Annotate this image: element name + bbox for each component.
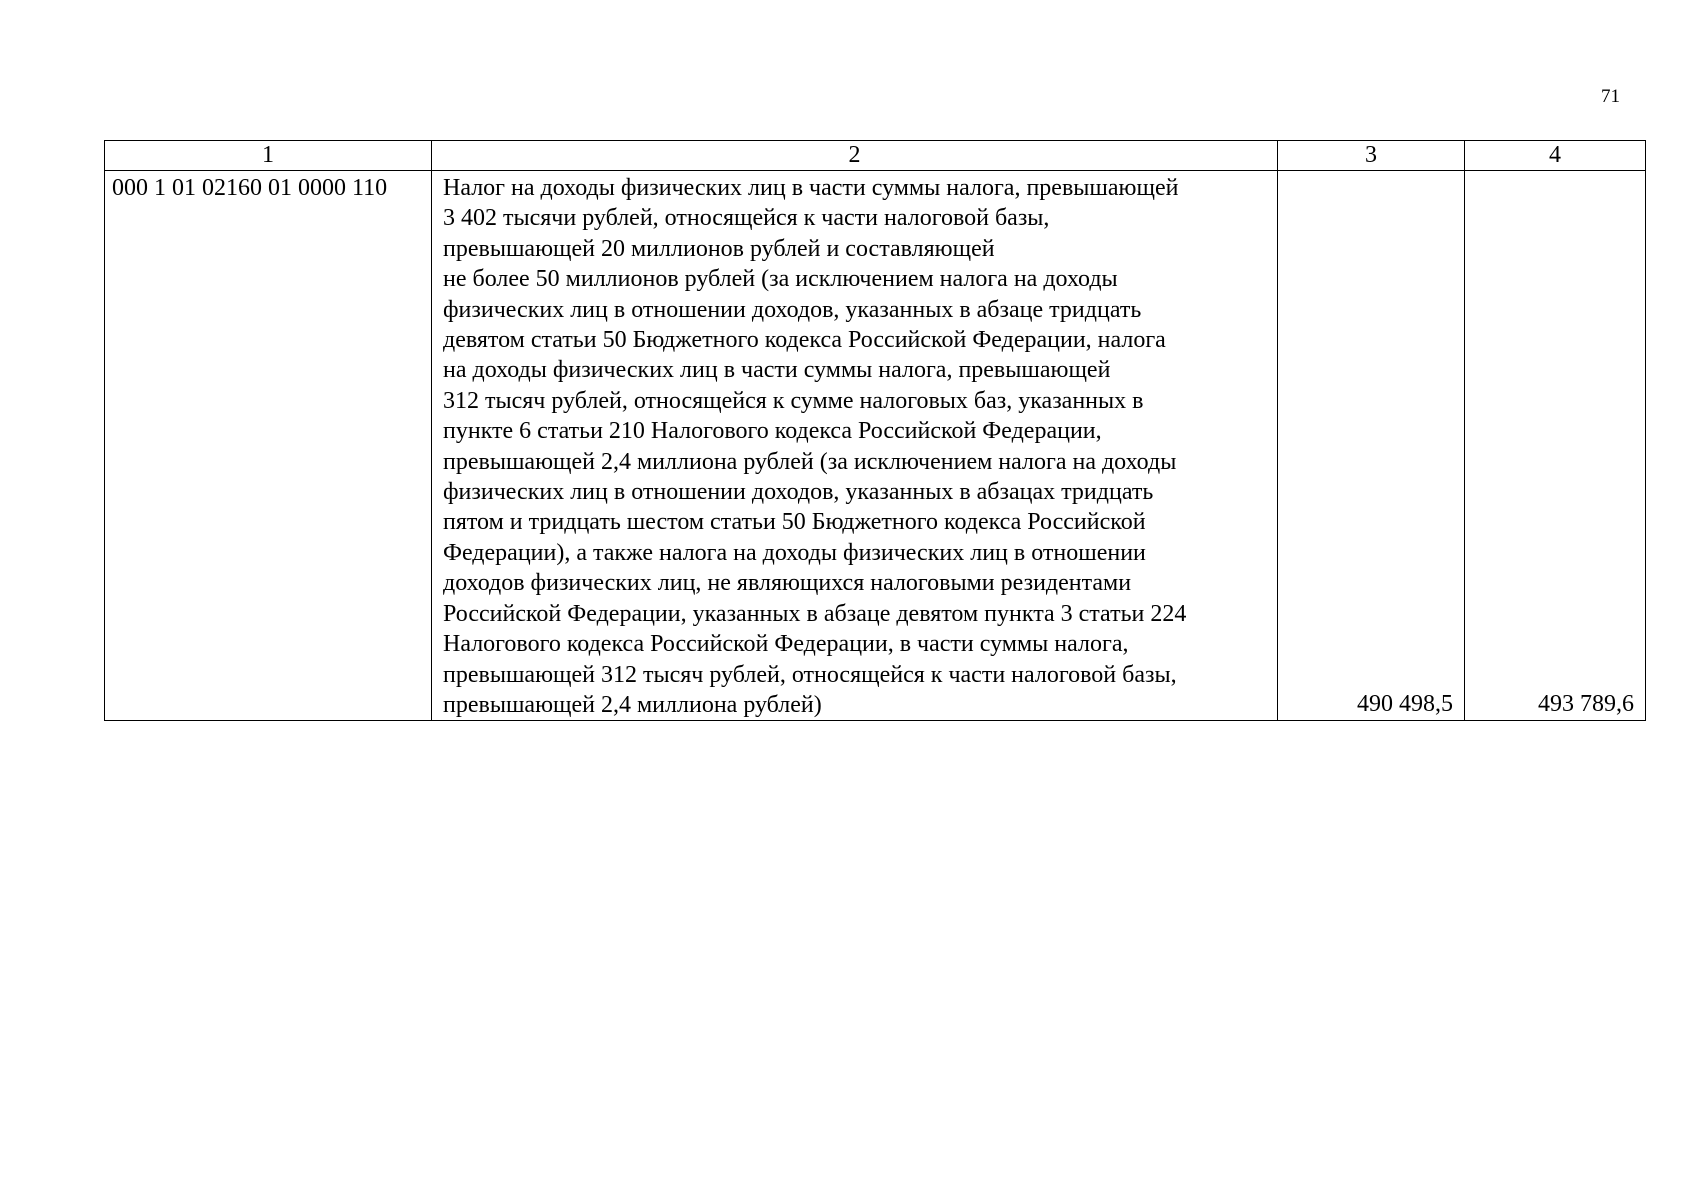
column-header-2: 2: [432, 141, 1278, 171]
table-row: [105, 171, 1646, 721]
budget-table: [104, 140, 1646, 721]
header-row: [105, 141, 1646, 171]
amount-column-4: 493 789,6: [1465, 171, 1646, 721]
column-header-4: 4: [1465, 141, 1646, 171]
column-header-1: 1: [105, 141, 432, 171]
classification-code: 000 1 01 02160 01 0000 110: [105, 171, 432, 721]
income-description: Налог на доходы физических лиц в части суммы налога, превышающей 3 402 тысячи рублей, относящейся к части налоговой базы, превышающей 20 миллионов рублей и составляющей не более 50 миллионов рублей (за исключением налога на доходы физических лиц в отношении доходов, указанных в абзаце тридцать девятом статьи 50 Бюджетного кодекса Российской Федерации, налога на доходы физических лиц в части суммы налога, превышающей 312 тысяч рублей, относящейся к сумме налоговых баз, указанных в пункте 6 статьи 210 Налогового кодекса Российской Федерации, превышающей 2,4 миллиона рублей (за исключением налога на доходы физических лиц в отношении доходов, указанных в абзацах тридцать пятом и тридцать шестом статьи 50 Бюджетного кодекса Российской Федерации), а также налога на доходы физических лиц в отношении доходов физических лиц, не являющихся налоговыми резидентами Российской Федерации, указанных в абзаце девятом пункта 3 статьи 224 Налогового кодекса Российской Федерации, в части суммы налога, превышающей 312 тысяч рублей, относящейся к части налоговой базы, превышающей 2,4 миллиона рублей): [432, 171, 1278, 721]
page-number: 71: [1601, 86, 1620, 107]
column-header-3: 3: [1278, 141, 1465, 171]
amount-column-3: 490 498,5: [1278, 171, 1465, 721]
